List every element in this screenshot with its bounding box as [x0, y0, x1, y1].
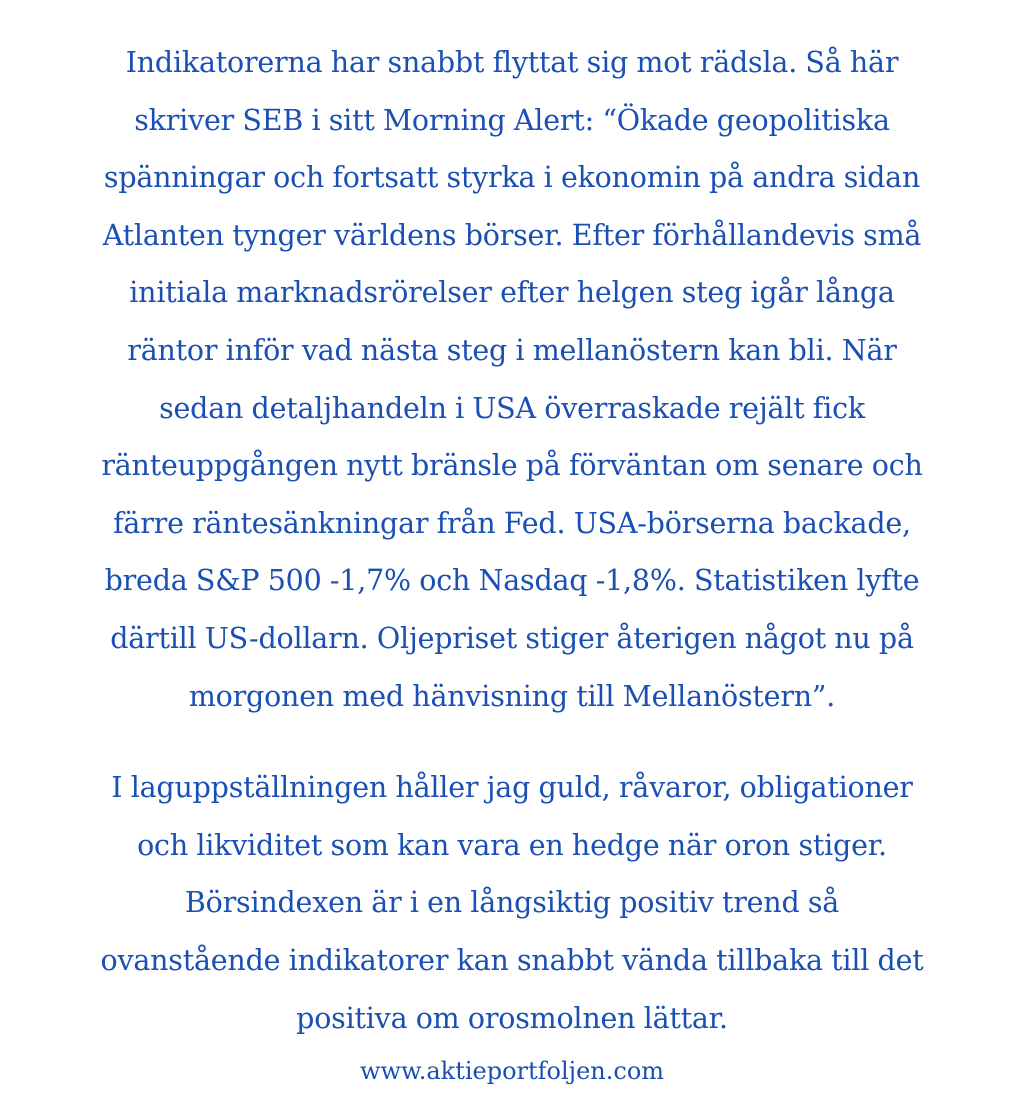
text-line: initiala marknadsrörelser efter helgen steg igår långa: [129, 276, 895, 310]
paragraph-seb-quote: [28, 34, 996, 725]
text-line: skriver SEB i sitt Morning Alert: “Ökade geopolitiska: [134, 103, 890, 137]
text-line: sedan detaljhandeln i USA överraskade rejält fick: [159, 391, 865, 425]
text-line: positiva om orosmolnen lättar.: [296, 1001, 728, 1035]
text-line: räntor inför vad nästa steg i mellanöstern kan bli. När: [127, 333, 897, 367]
text-line: färre räntesänkningar från Fed. USA-börserna backade,: [113, 506, 911, 540]
text-line: och likviditet som kan vara en hedge när oron stiger.: [137, 828, 887, 862]
text-line: breda S&P 500 -1,7% och Nasdaq -1,8%. Statistiken lyfte: [104, 564, 920, 598]
text-line: ränteuppgången nytt bränsle på förväntan om senare och: [101, 449, 923, 483]
text-line: I laguppställningen håller jag guld, råvaror, obligationer: [111, 771, 913, 805]
text-line: Indikatorerna har snabbt flyttat sig mot rädsla. Så här: [125, 46, 899, 79]
text-line: Börsindexen är i en långsiktig positiv trend så: [184, 886, 840, 920]
text-line: därtill US-dollarn. Oljepriset stiger återigen något nu på: [110, 621, 914, 655]
paragraph-portfolio-lineup: [28, 759, 996, 1047]
text-line: spänningar och fortsatt styrka i ekonomin på andra sidan: [103, 161, 921, 195]
text-line: ovanstående indikatorer kan snabbt vända tillbaka till det: [100, 943, 924, 977]
text-line: Atlanten tynger världens börser. Efter förhållandevis små: [102, 218, 922, 252]
text-line: morgonen med hänvisning till Mellanöstern”.: [188, 679, 836, 713]
website-url: www.aktieportfoljen.com: [359, 1057, 665, 1086]
